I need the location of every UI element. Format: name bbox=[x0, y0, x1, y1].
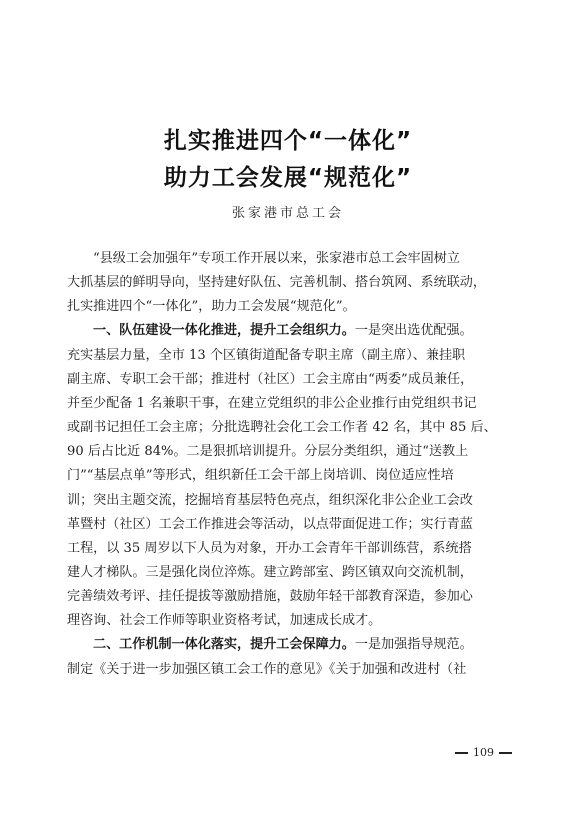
line-text: 并至少配备 1 名兼职干事，在建立党组织的非公企业推行由党组织书记 bbox=[67, 395, 477, 411]
line-text: 或副书记担任工会主席；分批选聘社会化工会工作者 42 名，其中 85 后、 bbox=[67, 420, 497, 436]
line-text: 训；突出主题交流，挖掘培育基层特色亮点，组织深化非公企业工会改 bbox=[67, 492, 473, 508]
line-text: 革暨村（社区）工会工作推进会等活动，以点带面促进工作；实行青蓝 bbox=[67, 516, 473, 532]
body-line bbox=[67, 585, 515, 609]
line-text: 一是突出选优配强。 bbox=[354, 323, 473, 339]
section-heading: 二、工作机制一体化落实，提升工会保障力。 bbox=[93, 637, 355, 653]
body-line bbox=[93, 247, 515, 271]
body-line bbox=[67, 440, 515, 464]
body-line bbox=[67, 464, 515, 488]
line-text: 扎实推进四个“一体化”，助力工会发展“规范化”。 bbox=[67, 299, 356, 315]
body-line bbox=[67, 489, 515, 513]
dash-right bbox=[499, 752, 512, 754]
body-line bbox=[67, 392, 515, 416]
body-line bbox=[67, 416, 515, 440]
line-text: 门”“基层点单”等形式，组织新任工会干部上岗培训、岗位适应性培 bbox=[67, 468, 454, 484]
line-text: 完善绩效考评、挂任提拔等激励措施，鼓励年轻干部教育深造，参加心 bbox=[67, 589, 473, 605]
dash-left bbox=[455, 752, 468, 754]
body-line bbox=[67, 609, 515, 633]
page-number bbox=[455, 746, 512, 759]
body-line bbox=[67, 561, 515, 585]
body-line bbox=[67, 537, 515, 561]
body-line bbox=[67, 271, 515, 295]
line-text: “县级工会加强年”专项工作开展以来，张家港市总工会牢固树立 bbox=[93, 251, 460, 266]
line-text: 充实基层力量，全市 13 个区镇街道配备专职主席（副主席）、兼挂职 bbox=[67, 347, 466, 363]
line-text: 大抓基层的鲜明导向，坚持建好队伍、完善机制、搭台筑网、系统联动， bbox=[67, 275, 486, 291]
line-text: 副主席、专职工会干部；推进村（社区）工会主席由“两委”成员兼任， bbox=[67, 371, 474, 387]
author: 张家港市总工会 bbox=[231, 206, 344, 221]
line-text: 制定《关于进一步加强区镇工会工作的意见》《关于加强和改进村（社 bbox=[67, 661, 467, 677]
section-heading: 一、队伍建设一体化推进，提升工会组织力。 bbox=[93, 323, 355, 339]
body-line bbox=[67, 344, 515, 368]
body-line bbox=[93, 633, 515, 657]
line-text: 理咨询、社会工作师等职业资格考试，加速成长成才。 bbox=[67, 613, 382, 629]
page-number-text: 109 bbox=[473, 746, 494, 759]
line-text: 建人才梯队。三是强化岗位淬炼。建立跨部室、跨区镇双向交流机制， bbox=[67, 564, 473, 580]
body-line bbox=[93, 319, 515, 343]
line-text: 工程，以 35 周岁以下人员为对象，开办工会青年干部训练营，系统搭 bbox=[67, 540, 472, 556]
title-line-1: 扎实推进四个“一体化” bbox=[163, 128, 413, 154]
line-text: 一是加强指导规范。 bbox=[354, 637, 473, 653]
body-line bbox=[67, 513, 515, 537]
title-line-2: 助力工会发展“规范化” bbox=[163, 165, 413, 191]
line-text: 90 后占比近 84%。二是狠抓培训提升。分层分类组织，通过“送教上 bbox=[67, 444, 469, 460]
body-line bbox=[67, 368, 515, 392]
body-line bbox=[67, 658, 515, 682]
body-line bbox=[67, 295, 515, 319]
